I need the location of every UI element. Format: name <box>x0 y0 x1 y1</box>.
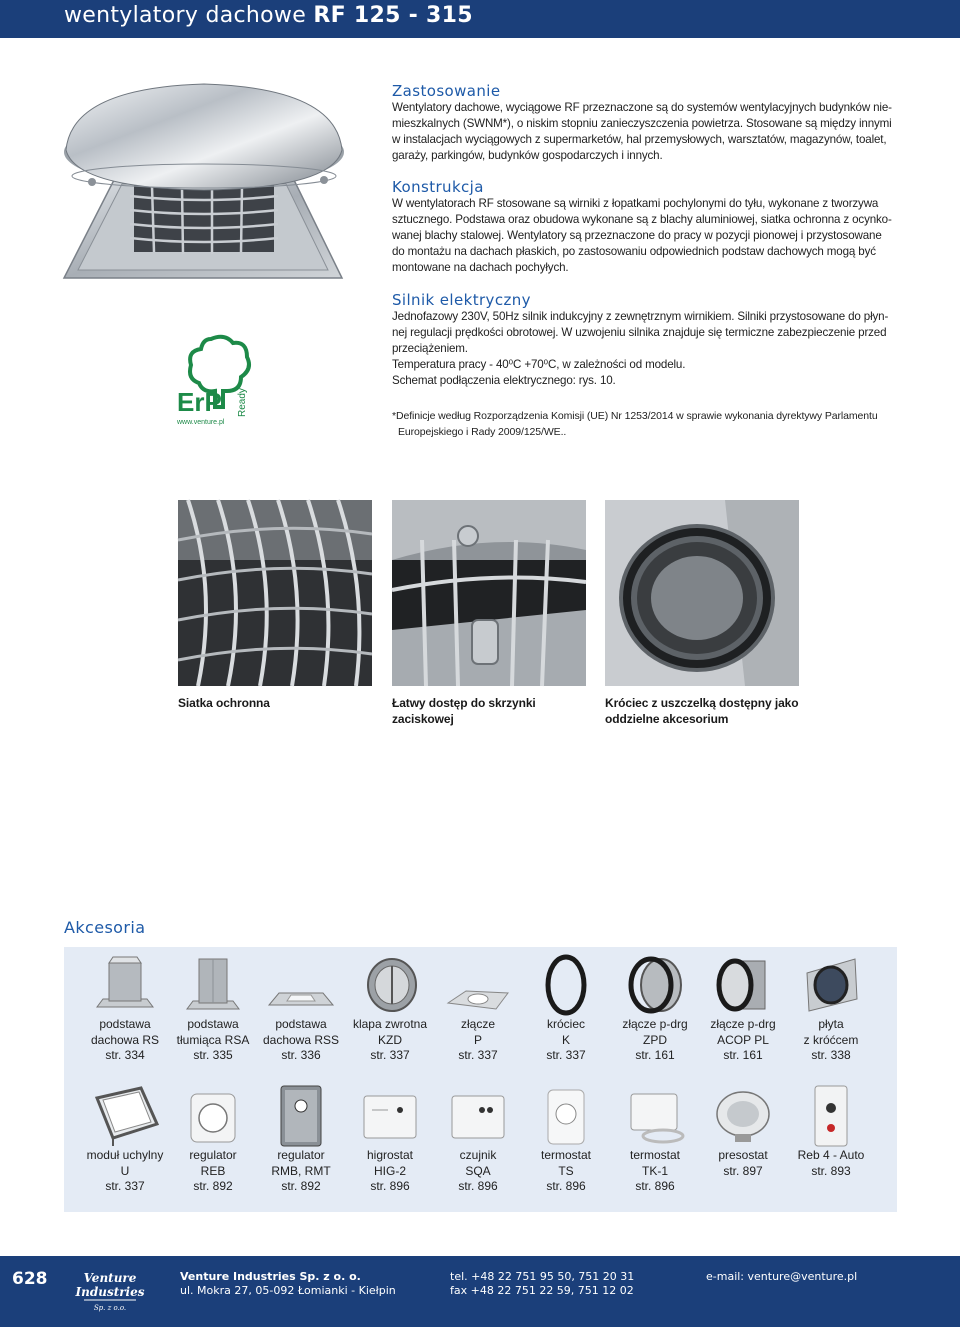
accessory-item[interactable] <box>521 953 611 1064</box>
text-line: W wentylatorach RF stosowane są wirniki z łopatkami pochylonymi do tyłu, wykonane z tworzywa <box>392 197 879 210</box>
logo-url: www.venture.pl <box>177 419 225 426</box>
text-line: do montażu na dachach płaskich, po zastosowaniu odpowiednich podstaw dachowych mogą być <box>392 245 876 258</box>
accessory-label: klapa zwrotna KZD str. 337 <box>352 1017 428 1062</box>
text-line: Schemat podłączenia elektrycznego: rys. 10. <box>392 374 616 387</box>
connector-p-icon <box>440 953 516 1017</box>
footnote-line-1: *Definicje według Rozporządzenia Komisji (UE) Nr 1253/2014 w sprawie wykonania dyrektywy Parlamentu <box>392 410 878 422</box>
accessory-item[interactable] <box>256 953 346 1064</box>
accessory-item[interactable] <box>698 1084 788 1179</box>
accessory-label: złącze P str. 337 <box>458 1017 498 1062</box>
text-line: Temperatura pracy - 40⁰C +70⁰C, w zależności od modelu. <box>392 358 686 371</box>
sensor-sqa-icon <box>440 1084 516 1148</box>
accessory-label: higrostat HIG-2 str. 896 <box>366 1148 414 1193</box>
accessory-item[interactable] <box>610 1084 700 1195</box>
svg-text:Ready: Ready <box>237 388 248 417</box>
svg-text:Sp. z o.o.: Sp. z o.o. <box>93 1304 127 1312</box>
svg-text:ErP: ErP <box>177 387 222 417</box>
heading-silnik: Silnik elektryczny <box>392 291 531 309</box>
roof-fan-product-image <box>62 80 344 285</box>
accessory-item[interactable] <box>610 953 700 1064</box>
svg-text:Venture: Venture <box>83 1271 137 1285</box>
text-line: w instalacjach wyciągowych z supermarketów, hal przemysłowych, warsztatów, magazynów, toalet, <box>392 133 887 146</box>
silencer-base-rsa-icon <box>175 953 251 1017</box>
footnote-line-2: Europejskiego i Rady 2009/125/WE.. <box>398 426 567 438</box>
accessory-item[interactable] <box>433 1084 523 1195</box>
accessory-label: podstawa dachowa RS str. 334 <box>90 1017 160 1062</box>
accessory-label: podstawa dachowa RSS str. 336 <box>262 1017 340 1062</box>
check-valve-kzd-icon <box>352 953 428 1017</box>
accessory-label: regulator RMB, RMT str. 892 <box>271 1148 331 1193</box>
accessory-label: czujnik SQA str. 896 <box>458 1148 498 1193</box>
plate-with-stub-icon <box>793 953 869 1017</box>
accessory-item[interactable] <box>80 953 170 1064</box>
accessory-label: płyta z króćcem str. 338 <box>803 1017 859 1062</box>
footer-email[interactable]: e-mail: venture@venture.pl <box>706 1270 858 1283</box>
para-konstrukcja <box>392 196 900 276</box>
accessory-item[interactable] <box>80 1084 170 1195</box>
section-silnik <box>392 291 900 389</box>
venture-industries-logo <box>75 1266 145 1314</box>
title-bold: RF 125 - 315 <box>313 3 473 28</box>
tilt-module-u-icon <box>87 1084 163 1148</box>
accessory-label: presostat str. 897 <box>718 1148 768 1178</box>
heading-konstrukcja: Konstrukcja <box>392 178 484 196</box>
accessory-item[interactable] <box>345 1084 435 1195</box>
connector-acop-icon <box>705 953 781 1017</box>
footer-fax: fax +48 22 751 22 59, 751 12 02 <box>450 1284 634 1297</box>
accessory-item[interactable] <box>786 953 876 1064</box>
accessory-item[interactable] <box>345 953 435 1064</box>
header-bar <box>0 0 960 38</box>
accessory-item[interactable] <box>168 1084 258 1195</box>
erp-ready-logo <box>175 335 253 427</box>
thermostat-ts-icon <box>528 1084 604 1148</box>
regulator-reb-icon <box>175 1084 251 1148</box>
accessory-item[interactable] <box>168 953 258 1064</box>
accessory-item[interactable] <box>786 1084 876 1179</box>
accessory-label: termostat TS str. 896 <box>540 1148 591 1193</box>
para-zastosowanie <box>392 100 900 164</box>
regulator-rmb-icon <box>263 1084 339 1148</box>
section-zastosowanie <box>392 82 900 164</box>
text-line: przeciążeniem. <box>392 342 468 355</box>
text-line: montowane na dachach pochyłych. <box>392 261 569 274</box>
footer-bar <box>0 1256 960 1327</box>
photo-protective-grille <box>178 500 372 686</box>
reb4-auto-icon <box>793 1084 869 1148</box>
page-number: 628 <box>12 1269 48 1289</box>
text-line: sztucznego. Podstawa oraz obudowa wykonane są z blachy aluminiowej, siatka ochronna z ocynko- <box>392 213 892 226</box>
accessory-item[interactable] <box>698 953 788 1064</box>
caption-photo-2: Łatwy dostęp do skrzynki zaciskowej <box>392 696 536 726</box>
accessory-label: termostat TK-1 str. 896 <box>629 1148 680 1193</box>
accessories-heading: Akcesoria <box>64 918 146 937</box>
text-line: Wentylatory dachowe, wyciągowe RF przeznaczone są do systemów wentylacyjnych budynków nie- <box>392 101 892 114</box>
accessory-item[interactable] <box>433 953 523 1064</box>
caption-photo-1: Siatka ochronna <box>178 696 270 710</box>
title-light: wentylatory dachowe <box>64 3 314 28</box>
thermostat-tk1-icon <box>617 1084 693 1148</box>
svg-text:Industries: Industries <box>75 1285 145 1299</box>
heading-zastosowanie: Zastosowanie <box>392 82 501 100</box>
connector-zpd-icon <box>617 953 693 1017</box>
text-line: mieszkalnych (SWNM*), o niskim stopniu zanieczyszczenia powietrza. Stosowane są między innymi <box>392 117 892 130</box>
accessory-label: podstawa tłumiąca RSA str. 335 <box>176 1017 250 1062</box>
accessory-label: moduł uchylny U str. 337 <box>86 1148 164 1193</box>
text-line: garaży, parkingów, budynków gospodarczych i innych. <box>392 149 663 162</box>
text-line: wanej blachy stalowej. Wentylatory są przeznaczone do pracy w pozycji pionowej i przystosowane <box>392 229 882 242</box>
photo-terminal-box <box>392 500 586 686</box>
accessory-item[interactable] <box>256 1084 346 1195</box>
accessory-label: regulator REB str. 892 <box>189 1148 237 1193</box>
photo-duct-stub <box>605 500 799 686</box>
text-line: Jednofazowy 230V, 50Hz silnik indukcyjny z zewnętrznym wirnikiem. Silniki przystosowane do płyn- <box>392 310 889 323</box>
roof-base-rss-icon <box>263 953 339 1017</box>
hygrostat-hig2-icon <box>352 1084 428 1148</box>
accessory-label: króciec K str. 337 <box>546 1017 586 1062</box>
accessory-label: Reb 4 - Auto str. 893 <box>797 1148 865 1178</box>
page-title <box>64 3 473 28</box>
section-konstrukcja <box>392 178 900 276</box>
footer-company: Venture Industries Sp. z o. o. <box>180 1270 361 1283</box>
accessory-label: złącze p-drg ZPD str. 161 <box>622 1017 688 1062</box>
footnote <box>392 408 900 440</box>
stub-k-icon <box>528 953 604 1017</box>
accessory-item[interactable] <box>521 1084 611 1195</box>
caption-photo-3: Króciec z uszczelką dostępny jako oddzielne akcesorium <box>605 696 799 726</box>
roof-base-rs-icon <box>87 953 163 1017</box>
footer-address: ul. Mokra 27, 05-092 Łomianki - Kiełpin <box>180 1284 396 1297</box>
pressostat-icon <box>705 1084 781 1148</box>
accessory-label: złącze p-drg ACOP PL str. 161 <box>710 1017 776 1062</box>
text-line: nej regulacji prędkości obrotowej. W uzwojeniu silnika znajduje się termiczne zabezpieczenie przed <box>392 326 887 339</box>
para-silnik <box>392 309 900 389</box>
footer-tel: tel. +48 22 751 95 50, 751 20 31 <box>450 1270 635 1283</box>
